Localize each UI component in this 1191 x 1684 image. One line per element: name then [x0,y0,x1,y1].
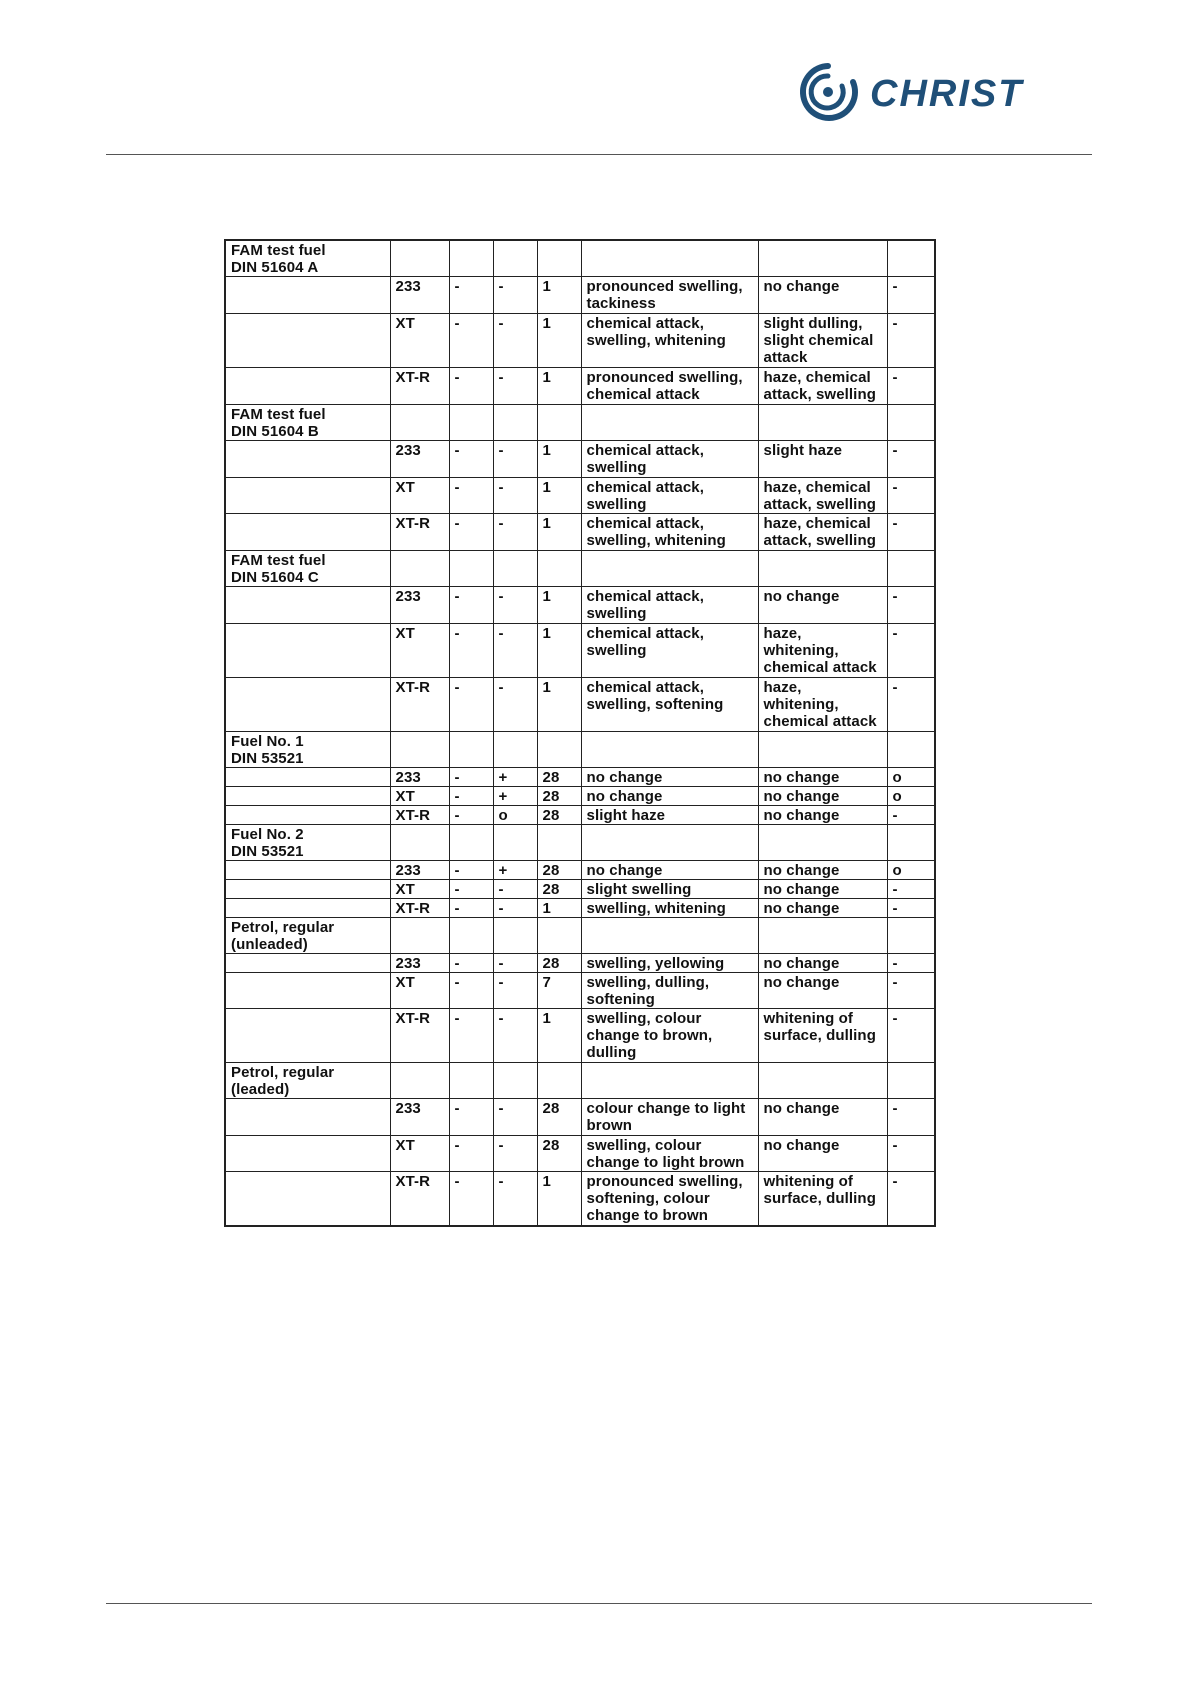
column-4-cell [493,1063,537,1099]
change-cell: chemical attack, swelling [581,624,758,678]
rating-cell: - [887,1172,935,1226]
medium-cell [225,954,390,973]
medium-cell: Fuel No. 2 DIN 53521 [225,825,390,861]
rating-cell: - [887,624,935,678]
table-row [225,368,935,405]
material-cell [390,732,449,768]
brand-wordmark: CHRIST [870,73,1024,115]
surface-cell [758,825,887,861]
material-cell: 233 [390,277,449,314]
material-cell: 233 [390,768,449,787]
column-4-cell: - [493,478,537,514]
medium-cell [225,514,390,551]
surface-cell [758,1063,887,1099]
table-row [225,478,935,514]
column-3-cell: - [449,899,493,918]
column-3-cell: - [449,880,493,899]
column-5-cell: 7 [537,973,581,1009]
material-cell [390,240,449,277]
material-cell: XT [390,880,449,899]
column-3-cell: - [449,587,493,624]
medium-cell [225,441,390,478]
surface-cell: no change [758,768,887,787]
column-4-cell: - [493,1172,537,1226]
rating-cell [887,551,935,587]
medium-group-row [225,240,935,277]
change-cell: swelling, whitening [581,899,758,918]
surface-cell: whitening of surface, dulling [758,1172,887,1226]
column-4-cell: - [493,954,537,973]
rating-cell: - [887,514,935,551]
rating-cell: o [887,787,935,806]
surface-cell [758,240,887,277]
column-5-cell [537,551,581,587]
change-cell [581,732,758,768]
column-3-cell: - [449,624,493,678]
rating-cell: - [887,880,935,899]
surface-cell: no change [758,954,887,973]
rating-cell: - [887,1009,935,1063]
column-5-cell: 1 [537,277,581,314]
medium-cell [225,587,390,624]
medium-cell [225,368,390,405]
surface-cell [758,732,887,768]
surface-cell: no change [758,1136,887,1172]
change-cell: no change [581,861,758,880]
medium-cell [225,678,390,732]
column-5-cell: 1 [537,441,581,478]
column-4-cell: - [493,1099,537,1136]
medium-cell [225,787,390,806]
change-cell: chemical attack, swelling [581,587,758,624]
rating-cell [887,405,935,441]
column-4-cell: - [493,277,537,314]
column-5-cell: 1 [537,624,581,678]
table-row [225,768,935,787]
material-cell: XT-R [390,514,449,551]
rating-cell: o [887,768,935,787]
rating-cell [887,240,935,277]
material-cell: XT [390,973,449,1009]
chemical-resistance-table [224,239,936,1227]
material-cell: 233 [390,861,449,880]
table-row [225,441,935,478]
table-row [225,678,935,732]
column-4-cell [493,405,537,441]
change-cell [581,825,758,861]
table-row [225,1136,935,1172]
surface-cell: no change [758,880,887,899]
table-body [225,240,935,1226]
column-5-cell: 1 [537,314,581,368]
rating-cell: - [887,806,935,825]
column-5-cell: 28 [537,768,581,787]
column-3-cell: - [449,1172,493,1226]
table-row [225,624,935,678]
medium-cell: FAM test fuel DIN 51604 A [225,240,390,277]
change-cell: no change [581,768,758,787]
rating-cell: o [887,861,935,880]
surface-cell: no change [758,861,887,880]
material-cell [390,1063,449,1099]
surface-cell: no change [758,787,887,806]
table-row [225,1009,935,1063]
medium-cell [225,973,390,1009]
medium-group-row [225,405,935,441]
medium-cell: FAM test fuel DIN 51604 C [225,551,390,587]
change-cell: swelling, colour change to light brown [581,1136,758,1172]
material-cell: 233 [390,954,449,973]
table-row [225,1099,935,1136]
column-3-cell: - [449,441,493,478]
christ-swirl-logo-icon [798,60,1088,124]
medium-cell: Petrol, regular (unleaded) [225,918,390,954]
change-cell: chemical attack, swelling [581,478,758,514]
rating-cell: - [887,678,935,732]
column-3-cell: - [449,973,493,1009]
change-cell: pronounced swelling, tackiness [581,277,758,314]
table-row [225,277,935,314]
column-5-cell [537,825,581,861]
column-4-cell: + [493,768,537,787]
table-row [225,880,935,899]
column-5-cell: 28 [537,861,581,880]
column-4-cell: + [493,861,537,880]
surface-cell: haze, chemical attack, swelling [758,478,887,514]
medium-cell [225,1136,390,1172]
column-5-cell: 28 [537,806,581,825]
column-3-cell: - [449,1099,493,1136]
rating-cell: - [887,973,935,1009]
column-4-cell: - [493,973,537,1009]
column-3-cell [449,551,493,587]
change-cell [581,551,758,587]
column-3-cell: - [449,678,493,732]
column-4-cell: - [493,441,537,478]
material-cell: XT-R [390,678,449,732]
surface-cell: haze, whitening, chemical attack [758,624,887,678]
material-cell: XT-R [390,899,449,918]
material-cell: XT [390,787,449,806]
column-3-cell: - [449,806,493,825]
table-row [225,1172,935,1226]
column-5-cell: 1 [537,368,581,405]
change-cell [581,405,758,441]
surface-cell: no change [758,1099,887,1136]
rating-cell: - [887,954,935,973]
material-cell [390,825,449,861]
rating-cell [887,825,935,861]
column-3-cell: - [449,514,493,551]
column-3-cell: - [449,368,493,405]
medium-cell [225,314,390,368]
rating-cell: - [887,1099,935,1136]
column-5-cell: 28 [537,787,581,806]
change-cell: colour change to light brown [581,1099,758,1136]
column-4-cell [493,732,537,768]
surface-cell [758,405,887,441]
table-row [225,973,935,1009]
column-3-cell: - [449,314,493,368]
column-5-cell: 1 [537,587,581,624]
column-3-cell: - [449,861,493,880]
surface-cell [758,918,887,954]
medium-cell: Petrol, regular (leaded) [225,1063,390,1099]
material-cell: XT [390,314,449,368]
rating-cell: - [887,587,935,624]
change-cell: swelling, colour change to brown, dulling [581,1009,758,1063]
column-3-cell: - [449,478,493,514]
material-cell: 233 [390,1099,449,1136]
column-3-cell [449,405,493,441]
medium-group-row [225,825,935,861]
material-cell [390,551,449,587]
column-3-cell [449,918,493,954]
christ-logo [798,60,1088,124]
column-5-cell [537,405,581,441]
material-cell: XT [390,624,449,678]
column-4-cell [493,918,537,954]
change-cell: chemical attack, swelling, softening [581,678,758,732]
table-row [225,787,935,806]
column-5-cell: 28 [537,1136,581,1172]
medium-cell [225,880,390,899]
column-3-cell: - [449,787,493,806]
rating-cell [887,918,935,954]
surface-cell: whitening of surface, dulling [758,1009,887,1063]
column-5-cell: 1 [537,1009,581,1063]
column-4-cell: - [493,1009,537,1063]
surface-cell: slight dulling, slight chemical attack [758,314,887,368]
column-4-cell [493,825,537,861]
change-cell: pronounced swelling, chemical attack [581,368,758,405]
medium-cell [225,624,390,678]
material-cell: XT-R [390,368,449,405]
surface-cell: haze, chemical attack, swelling [758,514,887,551]
surface-cell: no change [758,587,887,624]
change-cell: swelling, yellowing [581,954,758,973]
change-cell [581,1063,758,1099]
column-4-cell: - [493,880,537,899]
column-5-cell: 28 [537,954,581,973]
column-4-cell: - [493,899,537,918]
column-3-cell: - [449,277,493,314]
medium-cell [225,478,390,514]
material-cell: XT-R [390,806,449,825]
material-cell: 233 [390,587,449,624]
material-cell [390,405,449,441]
change-cell: chemical attack, swelling, whitening [581,514,758,551]
material-cell: XT-R [390,1172,449,1226]
table-row [225,587,935,624]
column-5-cell [537,732,581,768]
table-row [225,861,935,880]
column-4-cell: - [493,678,537,732]
column-4-cell: - [493,1136,537,1172]
medium-cell [225,277,390,314]
medium-cell [225,768,390,787]
change-cell: no change [581,787,758,806]
column-5-cell: 1 [537,514,581,551]
medium-group-row [225,551,935,587]
column-5-cell: 1 [537,678,581,732]
surface-cell: no change [758,899,887,918]
column-5-cell [537,240,581,277]
rating-cell: - [887,1136,935,1172]
column-5-cell: 28 [537,1099,581,1136]
column-4-cell: - [493,314,537,368]
column-4-cell: - [493,368,537,405]
column-3-cell [449,732,493,768]
column-3-cell: - [449,1009,493,1063]
medium-cell [225,1172,390,1226]
rating-cell: - [887,368,935,405]
surface-cell: haze, whitening, chemical attack [758,678,887,732]
column-4-cell: - [493,514,537,551]
surface-cell: slight haze [758,441,887,478]
column-5-cell: 28 [537,880,581,899]
medium-cell [225,899,390,918]
material-cell: XT-R [390,1009,449,1063]
change-cell: slight haze [581,806,758,825]
table-row [225,899,935,918]
table-row [225,514,935,551]
footer-rule [106,1603,1092,1604]
surface-cell: no change [758,277,887,314]
column-5-cell: 1 [537,899,581,918]
column-3-cell [449,825,493,861]
column-3-cell: - [449,768,493,787]
column-4-cell: - [493,624,537,678]
table-row [225,314,935,368]
material-cell: XT [390,1136,449,1172]
column-3-cell: - [449,1136,493,1172]
column-3-cell [449,240,493,277]
medium-cell [225,1099,390,1136]
surface-cell: no change [758,973,887,1009]
change-cell [581,240,758,277]
column-3-cell [449,1063,493,1099]
material-cell [390,918,449,954]
change-cell: slight swelling [581,880,758,899]
medium-cell [225,806,390,825]
header-rule [106,154,1092,155]
column-4-cell [493,240,537,277]
medium-group-row [225,732,935,768]
table-row [225,954,935,973]
change-cell: pronounced swelling, softening, colour change to brown [581,1172,758,1226]
column-5-cell [537,918,581,954]
change-cell: chemical attack, swelling, whitening [581,314,758,368]
column-4-cell: - [493,587,537,624]
surface-cell: haze, chemical attack, swelling [758,368,887,405]
column-4-cell: o [493,806,537,825]
medium-cell: FAM test fuel DIN 51604 B [225,405,390,441]
column-5-cell [537,1063,581,1099]
medium-cell [225,1009,390,1063]
rating-cell: - [887,478,935,514]
change-cell: chemical attack, swelling [581,441,758,478]
table-row [225,806,935,825]
rating-cell: - [887,899,935,918]
rating-cell [887,1063,935,1099]
material-cell: XT [390,478,449,514]
column-4-cell [493,551,537,587]
change-cell [581,918,758,954]
rating-cell [887,732,935,768]
material-cell: 233 [390,441,449,478]
rating-cell: - [887,277,935,314]
column-5-cell: 1 [537,1172,581,1226]
surface-cell: no change [758,806,887,825]
rating-cell: - [887,441,935,478]
medium-cell [225,861,390,880]
change-cell: swelling, dulling, softening [581,973,758,1009]
medium-group-row [225,918,935,954]
rating-cell: - [887,314,935,368]
column-3-cell: - [449,954,493,973]
medium-cell: Fuel No. 1 DIN 53521 [225,732,390,768]
column-5-cell: 1 [537,478,581,514]
surface-cell [758,551,887,587]
medium-group-row [225,1063,935,1099]
column-4-cell: + [493,787,537,806]
